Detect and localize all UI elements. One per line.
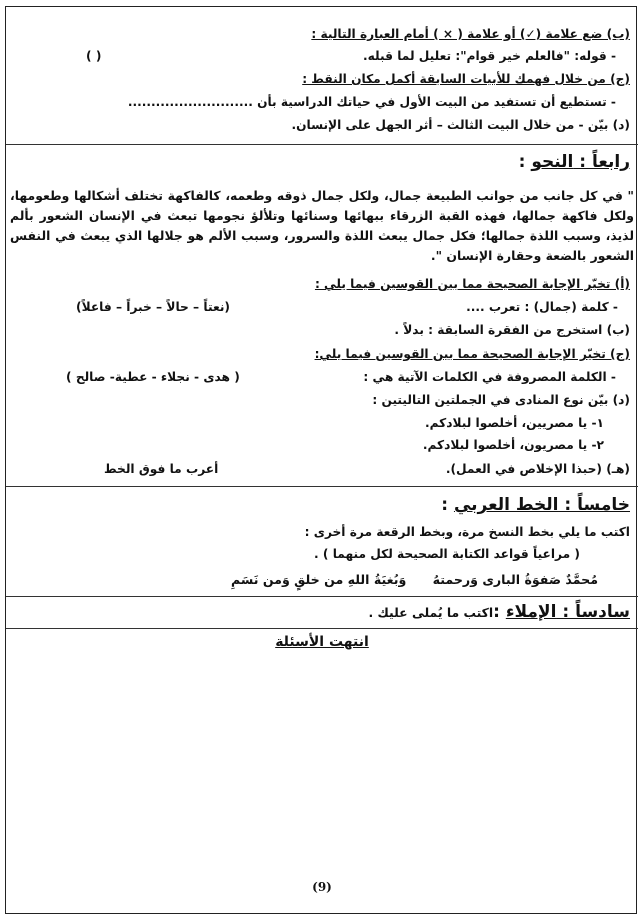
section-d-question: (د) بيّن - من خلال البيت الثالث – أثر الجهل على الإنسان. — [291, 118, 630, 132]
grammar-q-h-instruction: أعرب ما فوق الخط — [104, 462, 219, 476]
section-divider — [6, 628, 638, 629]
section-b-statement: - قوله: "فالعلم خير قوام": تعليل لما قبله. — [363, 49, 616, 63]
calligraphy-heading-colon: : — [441, 495, 454, 515]
grammar-q-d-heading: (د) بيّن نوع المنادى في الجملتين التاليتين : — [372, 393, 630, 407]
section-b-heading: (ب) ضع علامة (✓) أو علامة ( × ) أمام العبارة التالية : — [311, 27, 630, 41]
grammar-heading-title: النحو — [531, 152, 574, 172]
grammar-q-c-item: - الكلمة المصروفة في الكلمات الآتية هي : — [363, 370, 616, 384]
grammar-q-c-heading: (ج) تخيّر الإجابة الصحيحة مما بين القوسين فيما يلي: — [314, 347, 630, 361]
section-divider — [6, 144, 638, 145]
grammar-q-h: (هـ) (حبذا الإخلاص في العمل). — [445, 462, 630, 476]
section-c-statement: - تستطيع أن تستفيد من البيت الأول في حياتك الدراسية بأن ........................... — [127, 95, 616, 109]
section-divider — [6, 486, 638, 487]
grammar-q-a-item: - كلمة (جمال) : تعرب .... — [466, 300, 618, 314]
calligraphy-heading — [14, 497, 630, 513]
grammar-heading-colon: : — [518, 152, 532, 172]
calligraphy-heading-title: الخط العربي — [453, 495, 559, 515]
grammar-q-c-options: ( هدى - نجلاء - عطية- صالح ) — [66, 370, 240, 384]
grammar-q-d-item1: ١- يا مصريين، أخلصوا لبلادكم. — [424, 416, 604, 430]
calligraphy-instruction: اكتب ما يلي بخط النسخ مرة، وبخط الرقعة مرة أخرى : — [304, 525, 630, 539]
calligraphy-note: ( مراعياً قواعد الكتابة الصحيحة لكل منهما ) . — [314, 547, 580, 561]
grammar-q-b: (ب) استخرج من الفقرة السابقة : بدلاً . — [394, 323, 630, 337]
page-number: (9) — [312, 880, 332, 894]
dictation-heading-title: الإملاء — [505, 602, 557, 622]
section-b-answer-box: ( ) — [86, 49, 102, 63]
dictation-instruction: اكتب ما يُملى عليك . — [368, 605, 494, 620]
grammar-heading — [14, 154, 630, 170]
section-divider — [6, 596, 638, 597]
page-frame — [5, 6, 637, 914]
calligraphy-heading-label: خامساً : — [558, 495, 630, 515]
dictation-heading — [14, 604, 630, 621]
end-of-questions: انتهت الأسئلة — [275, 634, 369, 650]
section-c-heading: (ج) من خلال فهمك للأبيات السابقة أكمل مكان النقط : — [302, 72, 630, 86]
grammar-paragraph: " في كل جانب من جوانب الطبيعة جمال، ولكل جمال ذوقه وطعمه، كالفاكهة تختلف أشكالها وطعومها، ولكل فاكهة جمالها، فهذه القبة الزرقاء ببهائها وسنائها وتلألؤ نجومها تبعث في الإنسان الشعور بألم لذيذ، وسبب اللذة جمالها؛ فكل جمال يبعث اللذة والسرور، وسبب الألم هو جلالها الذي يبعث في النفس الشعور بالضعة وحقارة الإنسان ". — [10, 188, 634, 263]
dictation-heading-colon: : — [493, 602, 506, 622]
grammar-q-a-heading: (أ) تخيّر الإجابة الصحيحة مما بين القوسين فيما يلي : — [314, 277, 630, 291]
grammar-q-a-options: (نعتاً – حالاً – خبراً – فاعلاً) — [76, 300, 230, 314]
grammar-heading-label: رابعاً : — [573, 152, 630, 172]
calligraphy-text: مُحمَّدٌ صَفوَةُ البارى وَرحمتهُ وَبُغيَةُ اللهِ من خلقٍ وَمن نَسَمِ — [231, 572, 598, 587]
grammar-q-d-item2: ٢- يا مصريون، أخلصوا لبلادكم. — [422, 438, 604, 452]
dictation-heading-label: سادساً : — [556, 602, 630, 622]
